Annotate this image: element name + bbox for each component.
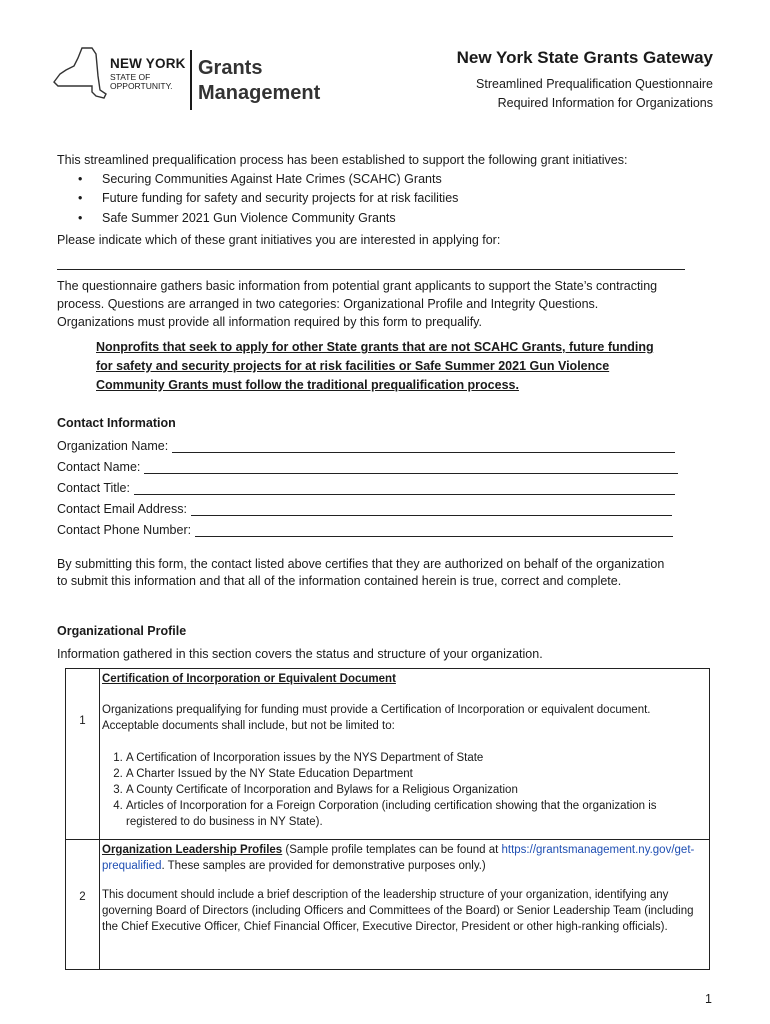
contact-phone-field [57, 521, 673, 537]
contact-name-field [57, 458, 678, 474]
initiative-answer-line[interactable] [57, 269, 685, 270]
document-header [0, 0, 770, 130]
ny-state-outline-icon [52, 46, 108, 108]
questionnaire-description: The questionnaire gathers basic information from potential grant applicants to support the State’s contracting process. Questions are arranged in two categories: Organizational Profile and Integrity Questions. Organizations must provide all information required by this form to prequalify. [57, 279, 658, 329]
logo-product-line2: Management [198, 82, 321, 104]
row-heading-suffix: (Sample profile templates can be found at [282, 844, 499, 856]
list-item: 3. A County Certificate of Incorporation and Bylaws for a Religious Organization [126, 782, 702, 798]
acceptable-documents-list [102, 750, 702, 830]
contact-email-label: Contact Email Address: [57, 502, 187, 516]
list-item: 1. A Certification of Incorporation issues by the NYS Department of State [126, 750, 702, 766]
initiative-item: • Future funding for safety and security projects for at risk facilities [78, 189, 458, 208]
document-subtitle-2: Required Information for Organizations [497, 96, 713, 110]
contact-email-field [57, 500, 672, 516]
org-profile-section-title: Organizational Profile [57, 624, 187, 638]
document-title: New York State Grants Gateway [456, 48, 713, 67]
contact-title-label: Contact Title: [57, 481, 130, 495]
page-number: 1 [705, 992, 712, 1006]
row-heading: Organization Leadership Profiles [102, 844, 283, 856]
row-text: Organizations prequalifying for funding must provide a Certification of Incorporation or equivalent document. Acceptable documents shall include, but not be limited to: [102, 704, 651, 732]
table-column-divider [99, 669, 100, 969]
row-text: This document should include a brief description of the leadership structure of your organization, identifying any governing Board of Directors (including Officers and Committees of the Board) or Senior Leadership Team (including the Chief Executive Officer, Chief Financial Officer, Executive Director, President or other high-ranking officials). [102, 889, 694, 933]
list-item: 4. Articles of Incorporation for a Foreign Corporation (including certification showing that the organization is registered to do business in NY State). [126, 798, 702, 830]
initiative-prompt: Please indicate which of these grant initiatives you are interested in applying for: [57, 233, 501, 247]
contact-phone-input-line[interactable] [195, 523, 673, 537]
table-row-divider [66, 839, 709, 840]
ny-grants-management-logo [52, 46, 332, 114]
contact-email-input-line[interactable] [191, 502, 672, 516]
nonprofit-notice: Nonprofits that seek to apply for other State grants that are not SCAHC Grants, future funding for safety and security projects for at risk facilities or Safe Summer 2021 Gun Violence Community Grants must follow the traditional prequalification process. [96, 340, 654, 392]
org-profile-description: Information gathered in this section covers the status and structure of your organization. [57, 647, 543, 661]
initiatives-list [78, 170, 458, 228]
logo-product-name [198, 56, 320, 106]
initiative-item: • Safe Summer 2021 Gun Violence Community Grants [78, 209, 458, 228]
org-name-input-line[interactable] [172, 439, 675, 453]
table-row-leadership [102, 842, 702, 935]
row-heading: Certification of Incorporation or Equivalent Document [102, 673, 396, 685]
org-name-label: Organization Name: [57, 439, 169, 453]
contact-section-title: Contact Information [57, 416, 176, 430]
org-profile-table [65, 668, 710, 970]
certification-statement: By submitting this form, the contact listed above certifies that they are authorized on behalf of the organization to submit this information and that all of the information contained herein is true, correct and complete. [57, 557, 665, 588]
contact-phone-label: Contact Phone Number: [57, 523, 192, 537]
org-name-field [57, 437, 675, 453]
list-item: 2. A Charter Issued by the NY State Education Department [126, 766, 702, 782]
intro-lead: This streamlined prequalification process has been established to support the following grant initiatives: [57, 153, 628, 167]
contact-title-input-line[interactable] [134, 481, 675, 495]
logo-state-name: NEW YORK [110, 56, 186, 71]
initiative-item: • Securing Communities Against Hate Crimes (SCAHC) Grants [78, 170, 458, 189]
table-row-incorporation [102, 671, 702, 830]
logo-product-line1: Grants [198, 57, 263, 79]
contact-title-field [57, 479, 675, 495]
row-number: 2 [79, 891, 86, 903]
prequalified-link[interactable]: https://grantsmanagement.ny.gov/get-prequalified [102, 844, 695, 872]
row-intro [102, 842, 702, 874]
document-subtitle: Streamlined Prequalification Questionnaire [476, 77, 713, 91]
contact-name-input-line[interactable] [144, 460, 678, 474]
contact-name-label: Contact Name: [57, 460, 141, 474]
row-number: 1 [79, 715, 86, 727]
row-link-suffix: . These samples are provided for demonstrative purposes only.) [161, 860, 486, 872]
logo-divider [190, 50, 192, 110]
logo-tagline: STATE OF OPPORTUNITY. [110, 72, 173, 91]
